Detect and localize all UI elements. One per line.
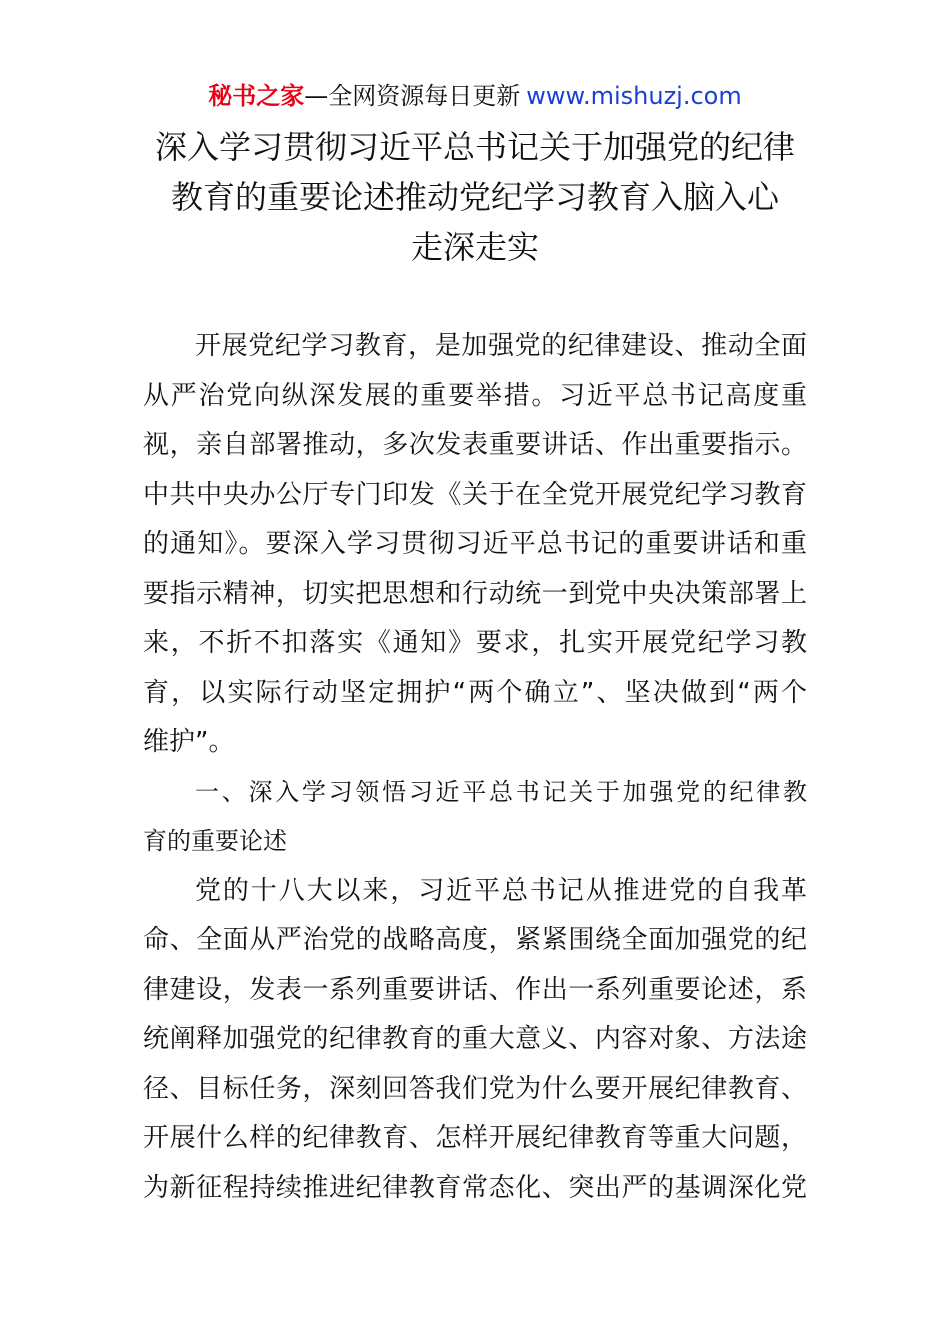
header-tagline: —全网资源每日更新 bbox=[304, 82, 521, 110]
title-line: 教育的重要论述推动党纪学习教育入脑入心 bbox=[170, 178, 779, 216]
text-line: 视，亲自部署推动，多次发表重要讲话、作出重要指示。 bbox=[143, 430, 807, 460]
title-line: 走深走实 bbox=[410, 228, 539, 266]
text-line: 从严治党向纵深发展的重要举措。习近平总书记高度重 bbox=[143, 380, 807, 411]
section-paragraph bbox=[143, 867, 807, 1214]
text-line: 中共中央办公厅专门印发《关于在全党开展党纪学习教育 bbox=[143, 479, 807, 510]
text-line: 的通知》。要深入学习贯彻习近平总书记的重要讲话和重 bbox=[143, 529, 807, 559]
text-line: 开展党纪学习教育，是加强党的纪律建设、推动全面 bbox=[195, 331, 807, 361]
text-line: 开展什么样的纪律教育、怎样开展纪律教育等重大问题， bbox=[143, 1123, 807, 1153]
document-body bbox=[143, 322, 807, 1213]
title-line: 深入学习贯彻习近平总书记关于加强党的纪律 bbox=[154, 128, 795, 166]
text-line: 命、全面从严治党的战略高度，紧紧围绕全面加强党的纪 bbox=[143, 925, 807, 955]
text-line: 要指示精神，切实把思想和行动统一到党中央决策部署上 bbox=[143, 578, 807, 609]
site-header bbox=[0, 80, 950, 112]
text-line: 来，不折不扣落实《通知》要求，扎实开展党纪学习教 bbox=[143, 628, 807, 658]
text-line: 为新征程持续推进纪律教育常态化、突出严的基调深化党 bbox=[143, 1172, 807, 1203]
section-heading bbox=[143, 768, 807, 867]
heading-line: 一、深入学习领悟习近平总书记关于加强党的纪律教 bbox=[195, 777, 807, 806]
text-line: 育，以实际行动坚定拥护“两个确立”、坚决做到“两个 bbox=[143, 677, 807, 708]
document-title bbox=[100, 122, 850, 272]
text-line: 统阐释加强党的纪律教育的重大意义、内容对象、方法途 bbox=[143, 1024, 807, 1054]
text-line: 径、目标任务，深刻回答我们党为什么要开展纪律教育、 bbox=[143, 1073, 807, 1104]
brand-name: 秘书之家 bbox=[208, 82, 305, 110]
site-url-link[interactable]: www.mishuzj.com bbox=[526, 82, 742, 110]
text-line: 党的十八大以来，习近平总书记从推进党的自我革 bbox=[195, 875, 807, 906]
text-line: 维护”。 bbox=[143, 727, 235, 757]
text-line: 律建设，发表一系列重要讲话、作出一系列重要论述，系 bbox=[143, 974, 807, 1005]
heading-line: 育的重要论述 bbox=[143, 827, 287, 855]
intro-paragraph bbox=[143, 322, 807, 768]
